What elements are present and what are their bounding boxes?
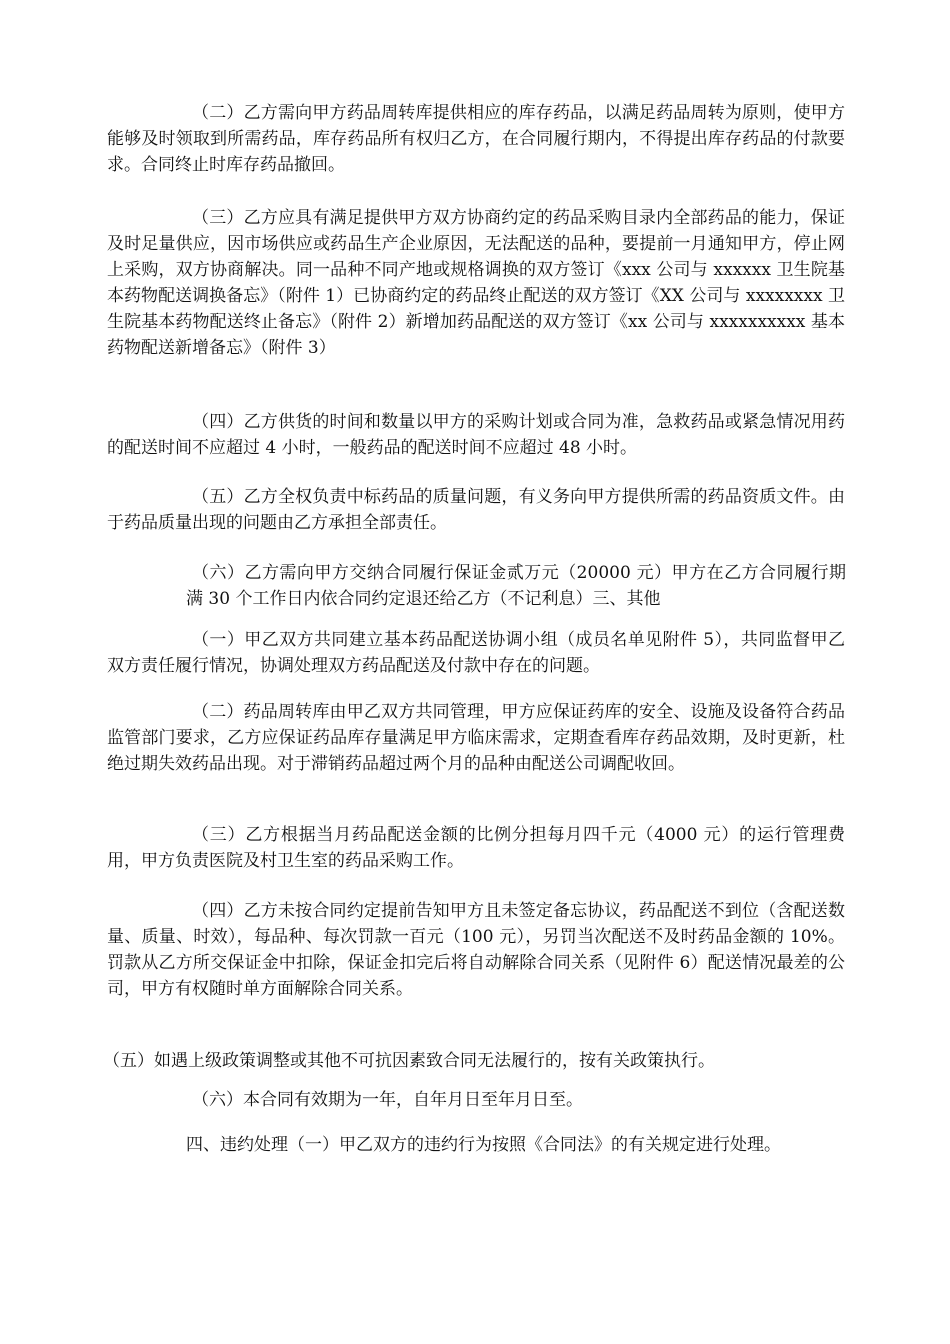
paragraph-other-4-penalty: （四）乙方未按合同约定提前告知甲方且未签定备忘协议，药品配送不到位（含配送数量、质量、时效），每品种、每次罚款一百元（100 元），另罚当次配送不及时药品金额的 10%。罚款从乙方所交保证金中扣除，保证金扣完后将自动解除合同关系（见附件 6）配送情况最差的公司，甲方有权随时单方面解除合同关系。 — [107, 901, 845, 999]
paragraph-5-quality-responsibility: （五）乙方全权负责中标药品的质量问题，有义务向甲方提供所需的药品资质文件。由于药品质量出现的问题由乙方承担全部责任。 — [107, 487, 845, 533]
paragraph-other-5-policy: （五）如遇上级政策调整或其他不可抗因素致合同无法履行的，按有关政策执行。 — [103, 1051, 715, 1071]
paragraph-other-3-management-fee: （三）乙方根据当月药品配送金额的比例分担每月四千元（4000 元）的运行管理费用，甲方负责医院及村卫生室的药品采购工作。 — [107, 825, 845, 871]
paragraph-4-delivery-time: （四）乙方供货的时间和数量以甲方的采购计划或合同为准，急救药品或紧急情况用药的配送时间不应超过 4 小时，一般药品的配送时间不应超过 48 小时。 — [107, 412, 845, 458]
paragraph-breach-handling: 四、违约处理（一）甲乙双方的违约行为按照《合同法》的有关规定进行处理。 — [186, 1135, 781, 1155]
paragraph-2-supply-inventory: （二）乙方需向甲方药品周转库提供相应的库存药品，以满足药品周转为原则，使甲方能够及时领取到所需药品，库存药品所有权归乙方，在合同履行期内，不得提出库存药品的付款要求。合同终止时库存药品撤回。 — [107, 103, 845, 175]
paragraph-other-1-coordination: （一）甲乙双方共同建立基本药品配送协调小组（成员名单见附件 5），共同监督甲乙双方责任履行情况，协调处理双方药品配送及付款中存在的问题。 — [107, 630, 845, 676]
paragraph-other-6-validity: （六）本合同有效期为一年，自年月日至年月日至。 — [192, 1090, 583, 1110]
paragraph-3-supply-capability: （三）乙方应具有满足提供甲方双方协商约定的药品采购目录内全部药品的能力，保证及时足量供应，因市场供应或药品生产企业原因，无法配送的品种，要提前一月通知甲方，停止网上采购，双方协商解决。同一品种不同产地或规格调换的双方签订《xxx 公司与 xxxxxx 卫生院基本药物配送调换备忘》（附件 1）已协商约定的药品终止配送的双方签订《XX 公司与 xxxxxxxx 卫生院基本药物配送终止备忘》（附件 2）新增加药品配送的双方签订《xx 公司与 xxxxxxxxxx 基本药物配送新增备忘》（附件 3） — [107, 208, 845, 358]
paragraph-6-deposit: （六）乙方需向甲方交纳合同履行保证金贰万元（20000 元）甲方在乙方合同履行期满 30 个工作日内依合同约定退还给乙方（不记利息）三、其他 — [186, 563, 846, 609]
paragraph-other-2-warehouse: （二）药品周转库由甲乙双方共同管理，甲方应保证药库的安全、设施及设备符合药品监管部门要求，乙方应保证药品库存量满足甲方临床需求，定期查看库存药品效期，及时更新，杜绝过期失效药品出现。对于滞销药品超过两个月的品种由配送公司调配收回。 — [107, 702, 845, 774]
